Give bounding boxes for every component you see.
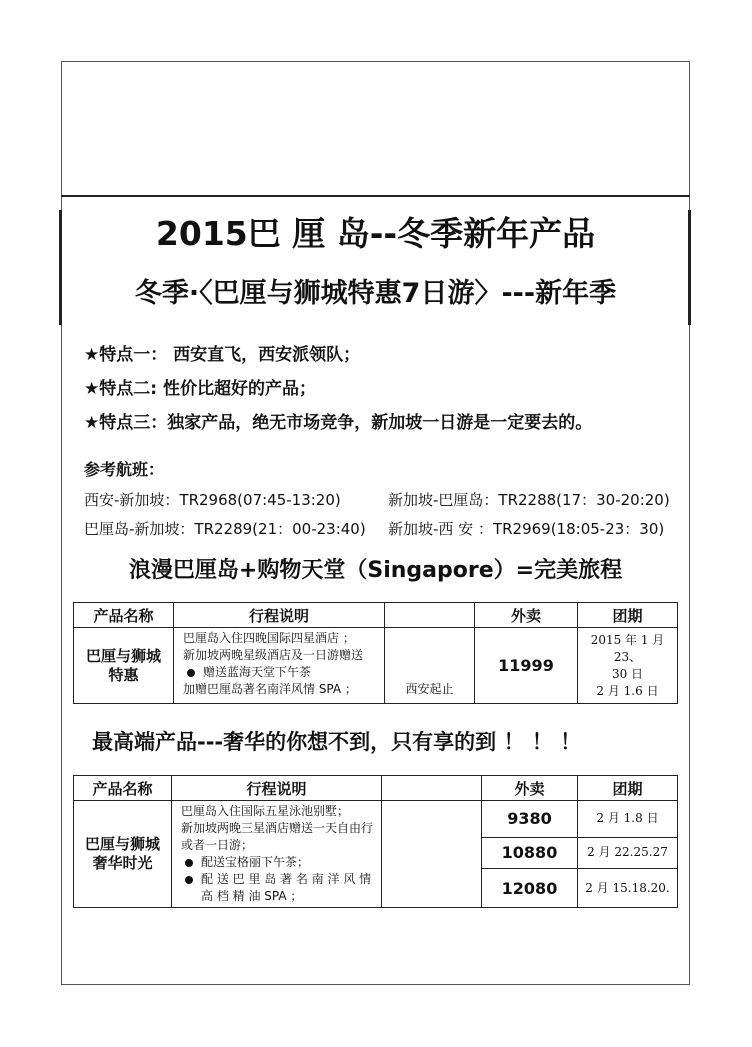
itinerary-line: 配 送 巴 里 岛 著 名 南 洋 风 情 [181,871,377,888]
product-name: 巴厘与狮城 特惠 [74,628,174,704]
bullet-icon [185,859,193,867]
flights-heading: 参考航班： [84,460,165,479]
section1-slogan: 浪漫巴厘岛+购物天堂（Singapore）=完美旅程 [128,558,623,583]
col-header-price: 外卖 [475,603,578,628]
col-header-itinerary: 行程说明 [172,776,382,801]
itinerary-line: 新加坡两晚星级酒店及一日游赠送 [183,648,364,662]
departure-cell: 西安起止 [385,628,475,704]
product-name: 巴厘与狮城 奢华时光 [74,801,172,908]
col-header-name: 产品名称 [74,776,172,801]
col-header-dates: 团期 [578,603,678,628]
col-header-name: 产品名称 [74,603,174,628]
date-cell: 2 月 15.18.20. [578,869,678,908]
itinerary-line: 新加坡两晚三星酒店赠送一天自由行 [181,821,374,835]
feature-1: ★特点一： 西安直飞，西安派领队； [84,345,361,365]
col-header-itinerary: 行程说明 [174,603,385,628]
page-title: 2015巴 厘 岛--冬季新年产品 [155,214,596,253]
product-table-2 [73,775,678,908]
feature-3: ★特点三：独家产品，绝无市场竞争，新加坡一日游是一定要去的。 [84,413,593,433]
col-header-price: 外卖 [482,776,578,801]
price-cell: 12080 [482,869,578,908]
col-header-dates: 团期 [578,776,678,801]
flight-item: 新加坡-巴厘岛：TR2288(17：30-20:20) [388,491,670,509]
itinerary-line: 加赠巴厘岛著名南洋风情 SPA ； [183,682,357,696]
bullet-icon [185,876,193,884]
itinerary-line: 配送宝格丽下午茶； [181,854,377,871]
price-cell: 10880 [482,837,578,868]
price-cell: 11999 [475,628,578,704]
header-divider [61,195,690,197]
itinerary-line: 高 档 精 油 SPA ； [201,889,303,903]
feature-2: ★特点二: 性价比超好的产品； [84,379,316,399]
page-subtitle: 冬季·〈巴厘与狮城特惠7日游〉---新年季 [134,278,617,309]
blank-cell [382,801,482,908]
product-table-1 [73,602,678,704]
itinerary-line: 或者一日游； [181,838,254,852]
section2-slogan: 最高端产品---奢华的你想不到，只有享的到 ！ ！ ！ [92,730,582,754]
bullet-icon [187,669,195,677]
dates-cell: 2015 年 1 月 23、 30 日 2 月 1.6 日 [578,628,678,704]
col-header-blank [382,776,482,801]
flight-item: 巴厘岛-新加坡：TR2289(21：00-23:40) [84,520,366,538]
date-cell: 2 月 22.25.27 [578,837,678,868]
itinerary-cell [172,801,382,908]
col-header-blank [385,603,475,628]
flight-item: 西安-新加坡：TR2968(07:45-13:20) [84,491,341,509]
itinerary-line: 巴厘岛入住四晚国际四星酒店 ； [183,631,355,645]
date-cell: 2 月 1.8 日 [578,801,678,838]
flight-item: 新加坡-西 安 ：TR2969(18:05-23：30) [388,520,665,538]
itinerary-cell [174,628,385,704]
price-cell: 9380 [482,801,578,838]
itinerary-line: 赠送蓝海天堂下午茶 [183,664,380,681]
itinerary-line: 巴厘岛入住国际五星泳池别墅； [181,804,350,818]
